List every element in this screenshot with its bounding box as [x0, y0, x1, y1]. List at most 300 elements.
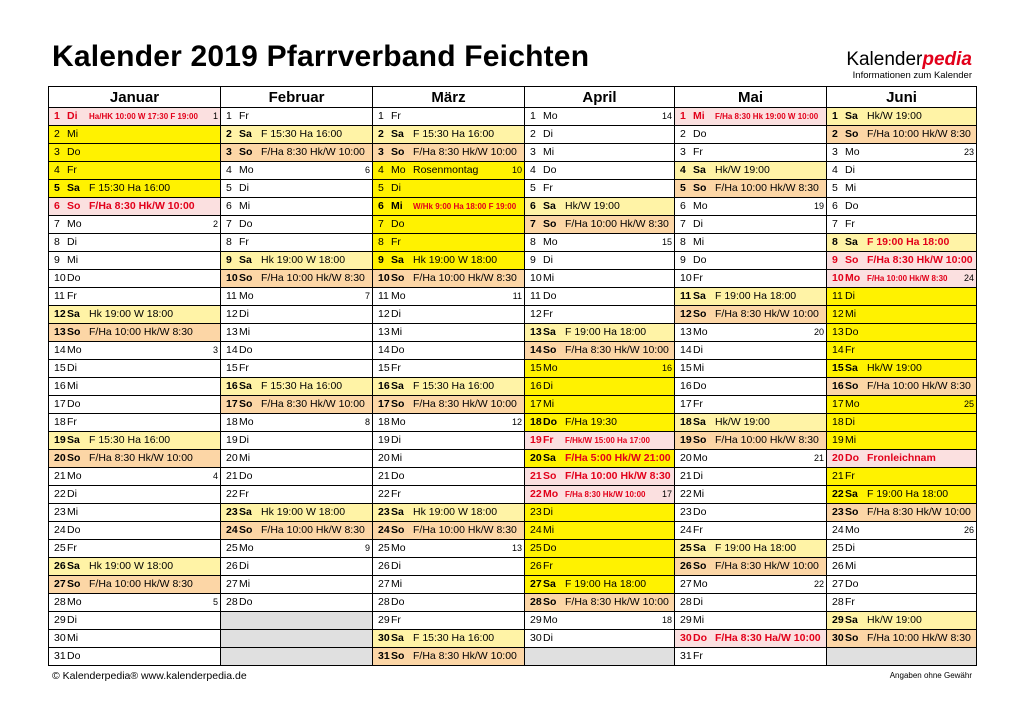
weekday: Mi [67, 254, 79, 266]
day-number: 14 [530, 344, 542, 356]
day-cell [827, 414, 977, 432]
day-number: 20 [680, 452, 692, 464]
day-cell [373, 198, 525, 216]
weekday: Mo [543, 236, 558, 248]
event-text: F/Ha 8:30 Hk/W 10:00 [89, 200, 195, 212]
day-number: 25 [54, 542, 66, 554]
day-cell [373, 324, 525, 342]
weekday: Do [67, 524, 81, 536]
day-number: 20 [378, 452, 390, 464]
weekday: Di [543, 506, 553, 518]
weekday: Do [693, 128, 707, 140]
weekday: So [67, 452, 81, 464]
day-number: 24 [378, 524, 390, 536]
event-text: F 15:30 Ha 16:00 [261, 380, 343, 392]
event-text: F/Ha 10:00 Hk/W 8:30 [715, 182, 819, 194]
week-number: 18 [661, 615, 672, 625]
day-number: 23 [378, 506, 390, 518]
week-number: 11 [512, 291, 522, 301]
day-number: 11 [680, 290, 692, 302]
day-number: 22 [680, 488, 692, 500]
day-cell [827, 144, 977, 162]
day-number: 28 [54, 596, 66, 608]
week-number: 10 [511, 165, 522, 175]
weekday: Mo [67, 344, 82, 356]
weekday: So [845, 506, 859, 518]
day-number: 3 [530, 146, 536, 158]
day-cell [827, 306, 977, 324]
event-text: F/Ha 8:30 Hk/W 10:00 [565, 596, 669, 608]
day-cell [675, 144, 827, 162]
day-number: 10 [530, 272, 542, 284]
day-cell [373, 162, 525, 180]
weekday: Do [239, 470, 253, 482]
weekday: Mo [543, 614, 558, 626]
week-number: 15 [661, 237, 672, 247]
kalenderpedia-logo[interactable] [846, 50, 972, 81]
weekday: Di [67, 362, 77, 374]
day-number: 10 [54, 272, 66, 284]
day-number: 15 [54, 362, 66, 374]
day-number: 3 [54, 146, 60, 158]
day-cell [221, 648, 373, 666]
day-number: 16 [832, 380, 844, 392]
day-cell [827, 270, 977, 288]
weekday: Sa [845, 614, 858, 626]
weekday: So [693, 308, 707, 320]
table-row [49, 324, 977, 342]
day-cell [373, 252, 525, 270]
month-header-5: Juni [827, 87, 977, 108]
day-number: 12 [680, 308, 692, 320]
event-text: F/Hk/W 15:00 Ha 17:00 [565, 436, 650, 445]
day-number: 5 [378, 182, 384, 194]
weekday: So [391, 146, 405, 158]
weekday: So [67, 578, 81, 590]
event-text: Hk 19:00 W 18:00 [261, 506, 346, 518]
event-text: F 19:00 Ha 18:00 [867, 236, 950, 248]
weekday: Fr [391, 362, 401, 374]
day-number: 11 [54, 290, 65, 302]
day-cell [221, 252, 373, 270]
day-number: 28 [832, 596, 844, 608]
day-cell [675, 450, 827, 468]
weekday: Mi [845, 182, 857, 194]
weekday: Di [239, 308, 249, 320]
day-cell [525, 252, 675, 270]
table-row [49, 486, 977, 504]
day-number: 14 [226, 344, 238, 356]
weekday: Mi [845, 560, 857, 572]
weekday: Mo [391, 416, 406, 428]
day-cell [221, 612, 373, 630]
weekday: Mo [543, 362, 558, 374]
week-number: 21 [813, 453, 824, 463]
weekday: Mi [845, 434, 857, 446]
day-number: 17 [832, 398, 844, 410]
day-number: 1 [226, 110, 232, 122]
event-text: Hk 19:00 W 18:00 [261, 254, 346, 266]
weekday: Mi [693, 488, 705, 500]
day-number: 21 [54, 470, 66, 482]
day-cell [49, 378, 221, 396]
weekday: Mi [693, 236, 705, 248]
weekday: Di [239, 182, 249, 194]
day-cell [827, 432, 977, 450]
day-number: 19 [680, 434, 692, 446]
day-number: 3 [226, 146, 232, 158]
day-number: 18 [54, 416, 66, 428]
event-text: F/Ha 8:30 Hk/W 10:00 [715, 308, 819, 320]
day-cell [675, 126, 827, 144]
weekday: So [543, 344, 557, 356]
day-cell [827, 162, 977, 180]
week-number: 6 [364, 165, 370, 175]
day-number: 12 [530, 308, 542, 320]
day-cell [525, 576, 675, 594]
day-number: 1 [680, 110, 686, 122]
day-cell [827, 252, 977, 270]
day-number: 24 [226, 524, 238, 536]
day-number: 18 [530, 416, 542, 428]
day-number: 9 [832, 254, 838, 266]
day-number: 13 [530, 326, 542, 338]
day-cell [373, 540, 525, 558]
day-number: 31 [378, 650, 390, 662]
day-cell [827, 558, 977, 576]
day-number: 27 [832, 578, 844, 590]
event-text: F/Ha 8:30 Hk/W 10:00 [413, 650, 517, 662]
event-text: Ha/HK 10:00 W 17:30 F 19:00 [89, 112, 198, 121]
event-text: F/Ha 5:00 Hk/W 21:00 [565, 452, 671, 464]
weekday: Fr [845, 218, 855, 230]
day-cell [373, 234, 525, 252]
day-number: 22 [378, 488, 390, 500]
day-number: 15 [530, 362, 542, 374]
weekday: Sa [543, 200, 556, 212]
weekday: Fr [693, 146, 703, 158]
weekday: So [391, 272, 405, 284]
table-row [49, 144, 977, 162]
page-title: Kalender 2019 Pfarrverband Feichten [52, 40, 590, 73]
day-number: 20 [54, 452, 66, 464]
day-number: 21 [226, 470, 238, 482]
day-cell [221, 162, 373, 180]
weekday: Di [845, 542, 855, 554]
day-cell [221, 288, 373, 306]
event-text: F 19:00 Ha 18:00 [565, 326, 647, 338]
weekday: Do [845, 326, 859, 338]
day-cell [827, 216, 977, 234]
day-cell [373, 558, 525, 576]
day-number: 24 [54, 524, 66, 536]
day-cell [49, 270, 221, 288]
day-number: 10 [680, 272, 692, 284]
day-number: 22 [832, 488, 844, 500]
weekday: So [67, 326, 81, 338]
day-cell [525, 504, 675, 522]
weekday: Fr [391, 614, 401, 626]
event-text: Hk/W 19:00 [867, 362, 922, 374]
table-row [49, 270, 977, 288]
week-number: 22 [813, 579, 824, 589]
week-number: 4 [212, 471, 218, 481]
day-cell [49, 252, 221, 270]
day-cell [373, 180, 525, 198]
day-number: 24 [680, 524, 692, 536]
day-number: 11 [378, 290, 389, 302]
day-cell [221, 450, 373, 468]
day-number: 29 [530, 614, 542, 626]
weekday: Mi [391, 452, 403, 464]
day-cell [49, 450, 221, 468]
weekday: Mo [845, 272, 861, 284]
weekday: Sa [845, 236, 858, 248]
weekday: Do [391, 596, 405, 608]
weekday: Di [693, 218, 703, 230]
weekday: Sa [693, 290, 706, 302]
event-text: Hk/W 19:00 [867, 614, 922, 626]
table-row [49, 432, 977, 450]
weekday: Sa [239, 380, 252, 392]
day-number: 29 [680, 614, 692, 626]
day-cell [49, 630, 221, 648]
weekday: Di [391, 182, 401, 194]
day-number: 23 [530, 506, 542, 518]
day-number: 1 [54, 110, 60, 122]
day-number: 22 [530, 488, 542, 500]
day-cell [373, 396, 525, 414]
weekday: Do [391, 344, 405, 356]
day-cell [675, 324, 827, 342]
day-number: 13 [832, 326, 844, 338]
day-cell [49, 234, 221, 252]
day-cell [49, 414, 221, 432]
day-number: 26 [378, 560, 390, 572]
day-cell [221, 360, 373, 378]
weekday: Mi [67, 632, 79, 644]
weekday: Do [543, 164, 557, 176]
weekday: Mi [391, 578, 403, 590]
weekday: Mo [239, 164, 254, 176]
weekday: Mi [67, 380, 79, 392]
table-row [49, 558, 977, 576]
event-text: F/Ha 10:00 Hk/W 8:30 [89, 578, 193, 590]
day-number: 8 [226, 236, 232, 248]
day-number: 25 [378, 542, 390, 554]
day-number: 13 [680, 326, 692, 338]
weekday: Di [239, 434, 249, 446]
day-number: 15 [680, 362, 692, 374]
week-number: 9 [364, 543, 370, 553]
day-cell [221, 432, 373, 450]
week-number: 12 [511, 417, 522, 427]
day-cell [221, 198, 373, 216]
day-number: 6 [54, 200, 60, 212]
day-cell [525, 378, 675, 396]
month-header-1: Februar [221, 87, 373, 108]
day-cell [827, 486, 977, 504]
event-text: F 15:30 Ha 16:00 [89, 182, 171, 194]
day-number: 12 [226, 308, 238, 320]
day-number: 17 [54, 398, 66, 410]
day-number: 4 [226, 164, 232, 176]
day-number: 19 [378, 434, 390, 446]
day-cell [373, 612, 525, 630]
table-row [49, 522, 977, 540]
day-cell [525, 324, 675, 342]
day-cell [49, 180, 221, 198]
day-cell [221, 396, 373, 414]
day-cell [373, 504, 525, 522]
footer-disclaimer: Angaben ohne Gewähr [889, 671, 972, 680]
event-text: Hk/W 19:00 [565, 200, 620, 212]
day-cell [675, 540, 827, 558]
weekday: Fr [845, 344, 855, 356]
event-text: F 15:30 Ha 16:00 [413, 128, 495, 140]
day-number: 6 [530, 200, 536, 212]
day-cell [525, 198, 675, 216]
weekday: Do [845, 200, 859, 212]
weekday: Fr [845, 596, 855, 608]
weekday: Mi [543, 272, 555, 284]
weekday: Di [391, 308, 401, 320]
weekday: Mo [391, 542, 406, 554]
week-number: 16 [661, 363, 672, 373]
weekday: So [543, 470, 557, 482]
day-cell [675, 162, 827, 180]
day-number: 5 [54, 182, 60, 194]
day-cell [525, 288, 675, 306]
day-cell [827, 468, 977, 486]
weekday: Mo [845, 146, 860, 158]
day-number: 10 [832, 272, 844, 284]
weekday: Fr [543, 308, 553, 320]
weekday: So [239, 398, 253, 410]
weekday: Sa [239, 128, 252, 140]
weekday: Do [239, 596, 253, 608]
day-cell [675, 378, 827, 396]
day-cell [827, 180, 977, 198]
event-text: Hk/W 19:00 [715, 164, 770, 176]
weekday: Mo [239, 290, 254, 302]
calendar-table [48, 86, 977, 666]
day-number: 1 [530, 110, 536, 122]
weekday: Sa [845, 488, 858, 500]
weekday: Do [67, 146, 81, 158]
weekday: Mo [391, 164, 406, 176]
day-cell [373, 522, 525, 540]
day-cell [221, 306, 373, 324]
day-number: 18 [378, 416, 390, 428]
day-cell [675, 306, 827, 324]
weekday: Di [391, 560, 401, 572]
weekday: Fr [67, 164, 77, 176]
weekday: Fr [693, 650, 703, 662]
day-number: 17 [226, 398, 238, 410]
day-number: 5 [680, 182, 686, 194]
weekday: Do [693, 506, 707, 518]
day-number: 2 [530, 128, 536, 140]
day-number: 2 [226, 128, 232, 140]
event-text: F/Ha 10:00 Hk/W 8:30 [867, 380, 971, 392]
weekday: Do [845, 578, 859, 590]
day-number: 8 [54, 236, 60, 248]
day-cell [49, 198, 221, 216]
day-number: 22 [54, 488, 66, 500]
week-number: 26 [963, 525, 974, 535]
week-number: 7 [364, 291, 370, 301]
day-cell [525, 342, 675, 360]
week-number: 24 [963, 273, 974, 283]
weekday: Di [845, 290, 855, 302]
day-cell [675, 414, 827, 432]
day-number: 9 [378, 254, 384, 266]
weekday: Fr [239, 488, 249, 500]
day-number: 7 [832, 218, 838, 230]
weekday: Sa [391, 506, 404, 518]
day-number: 27 [378, 578, 390, 590]
day-number: 9 [54, 254, 60, 266]
day-cell [675, 558, 827, 576]
day-number: 21 [680, 470, 692, 482]
day-number: 7 [378, 218, 384, 230]
weekday: Mi [543, 146, 555, 158]
day-number: 15 [378, 362, 390, 374]
event-text: F/Ha 10:00 Hk/W 8:30 [565, 470, 671, 482]
day-number: 16 [378, 380, 390, 392]
day-number: 17 [530, 398, 542, 410]
day-cell [373, 594, 525, 612]
weekday: Di [239, 560, 249, 572]
day-number: 19 [832, 434, 844, 446]
day-cell [525, 180, 675, 198]
day-cell [827, 198, 977, 216]
day-cell [221, 558, 373, 576]
event-text: F/Ha 8:30 Ha/W 10:00 [715, 632, 821, 644]
day-number: 9 [680, 254, 686, 266]
logo-brand [846, 50, 972, 70]
day-cell [525, 486, 675, 504]
day-number: 16 [226, 380, 238, 392]
day-number: 2 [378, 128, 384, 140]
day-cell [221, 216, 373, 234]
day-number: 6 [378, 200, 384, 212]
day-number: 7 [680, 218, 686, 230]
day-cell [221, 630, 373, 648]
day-number: 12 [54, 308, 66, 320]
day-cell [675, 360, 827, 378]
weekday: So [543, 218, 557, 230]
event-text: F/Ha 10:00 Hk/W 8:30 [413, 524, 517, 536]
day-number: 1 [832, 110, 838, 122]
weekday: Sa [391, 254, 404, 266]
day-cell [525, 108, 675, 126]
day-cell [221, 144, 373, 162]
weekday: Mi [239, 326, 251, 338]
week-number: 23 [963, 147, 974, 157]
day-number: 4 [54, 164, 60, 176]
day-cell [675, 522, 827, 540]
day-cell [525, 450, 675, 468]
table-row [49, 594, 977, 612]
event-text: F/Ha 8:30 Hk 19:00 W 10:00 [715, 112, 819, 121]
day-cell [525, 360, 675, 378]
weekday: Do [239, 344, 253, 356]
table-row [49, 108, 977, 126]
weekday: Mo [67, 596, 82, 608]
table-row [49, 234, 977, 252]
